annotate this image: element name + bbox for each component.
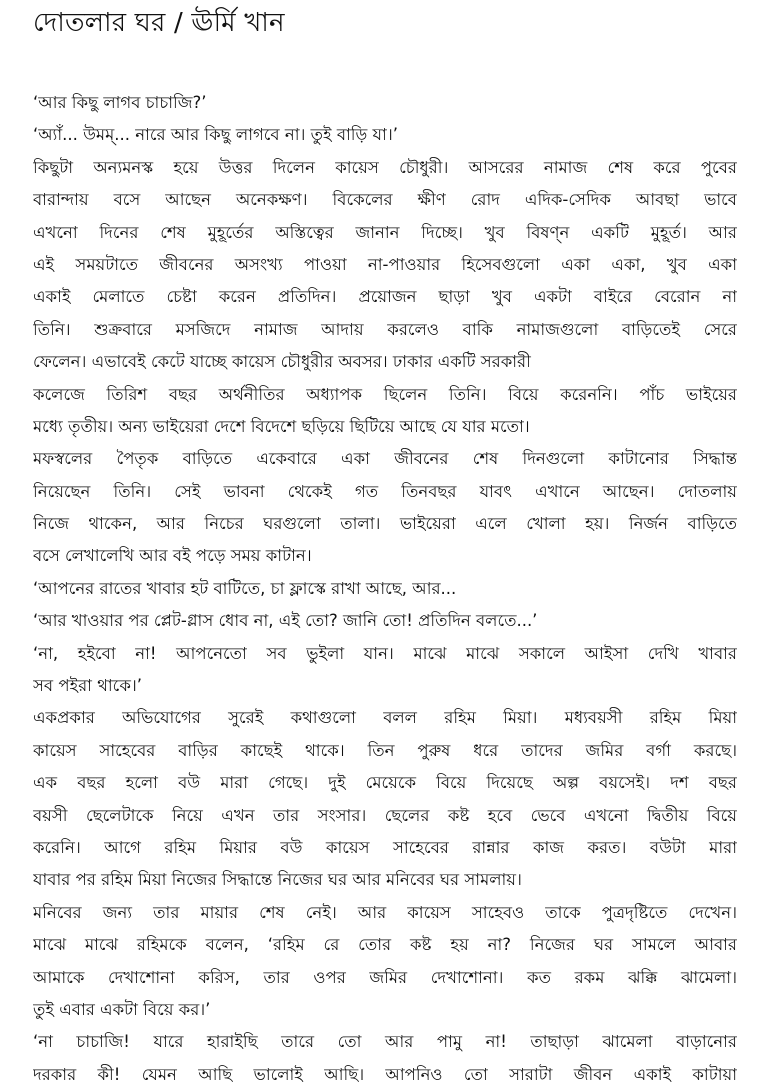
text-line: কায়েস সাহেবের বাড়ির কাছেই থাকে। তিন পুরুষ ধরে তাদের জমির বর্গা করছে। [33, 740, 737, 760]
text-line: মনিবের জন্য তার মায়ার শেষ নেই। আর কায়েস সাহেবও তাকে পুত্রদৃষ্টিতে দেখেন। [33, 902, 737, 922]
text-line: এক বছর হলো বউ মারা গেছে। দুই মেয়েকে বিয়ে দিয়েছে অল্প বয়সেই। দশ বছর [33, 773, 737, 793]
text-line: ‘না চাচাজি! যারে হারাইছি তারে তো আর পামু না! তাছাড়া ঝামেলা বাড়ানোর [33, 1032, 737, 1052]
text-line: মধ্যে তৃতীয়। অন্য ভাইয়েরা দেশে বিদেশে ছড়িয়ে ছিটিয়ে আছে যে যার মতো। [33, 416, 530, 436]
story-title: দোতলার ঘর / ঊর্মি খান [33, 8, 285, 38]
text-line: কলেজে তিরিশ বছর অর্থনীতির অধ্যাপক ছিলেন তিনি। বিয়ে করেননি। পাঁচ ভাইয়ের [33, 384, 737, 404]
text-line: নিজে থাকেন, আর নিচের ঘরগুলো তালা। ভাইয়েরা এলে খোলা হয়। নির্জন বাড়িতে [33, 514, 737, 534]
text-line: ‘না, হইবো না! আপনেতো সব ভুইলা যান। মাঝে মাঝে সকালে আইসা দেখি খাবার [33, 643, 737, 663]
text-line: মফস্বলের পৈতৃক বাড়িতে একেবারে একা জীবনের শেষ দিনগুলো কাটানোর সিদ্ধান্ত [33, 449, 737, 469]
text-line: ‘অ্যাঁ... উমম্... নারে আর কিছু লাগবে না। তুই বাড়ি যা।’ [33, 125, 398, 145]
text-line: যাবার পর রহিম মিয়া নিজের সিদ্ধান্তে নিজের ঘর আর মনিবের ঘর সামলায়। [33, 870, 522, 890]
text-line: একাই মেলাতে চেষ্টা করেন প্রতিদিন। প্রয়োজন ছাড়া খুব একটা বাইরে বেরোন না [33, 287, 737, 307]
text-line: এখনো দিনের শেষ মুহূর্তের অস্তিত্বের জানান দিচ্ছে। খুব বিষণ্ন একটি মুহূর্ত। আর [33, 222, 737, 242]
text-line: দরকার কী! যেমন আছি ভালোই আছি। আপনিও তো সারাটা জীবন একাই কাটায়া [33, 1064, 737, 1084]
story-body [33, 87, 737, 1091]
text-line: বয়সী ছেলেটাকে নিয়ে এখন তার সংসার। ছেলের কষ্ট হবে ভেবে এখনো দ্বিতীয় বিয়ে [33, 805, 737, 825]
text-line: বসে লেখালেখি আর বই পড়ে সময় কাটান। [33, 546, 312, 566]
text-line: ‘আর খাওয়ার পর প্লেট-গ্লাস ধোব না, এই তো? জানি তো! প্রতিদিন বলতে...’ [33, 611, 538, 631]
text-line: ‘আপনের রাতের খাবার হট বাটিতে, চা ফ্লাস্কে রাখা আছে, আর... [33, 578, 457, 598]
text-line: তিনি। শুক্রবারে মসজিদে নামাজ আদায় করলেও বাকি নামাজগুলো বাড়িতেই সেরে [33, 319, 737, 339]
text-line: মাঝে মাঝে রহিমকে বলেন, ‘রহিম রে তোর কষ্ট হয় না? নিজের ঘর সামলে আবার [33, 935, 737, 955]
text-line: আমাকে দেখাশোনা করিস, তার ওপর জমির দেখাশোনা। কত রকম ঝক্কি ঝামেলা। [33, 967, 737, 987]
text-line: ফেলেন। এভাবেই কেটে যাচ্ছে কায়েস চৌধুরীর অবসর। ঢাকার একটি সরকারী [33, 352, 531, 372]
text-line: বারান্দায় বসে আছেন অনেকক্ষণ। বিকেলের ক্ষীণ রোদ এদিক-সেদিক আবছা ভাবে [33, 190, 737, 210]
text-line: করেনি। আগে রহিম মিয়ার বউ কায়েস সাহেবের রান্নার কাজ করত। বউটা মারা [33, 837, 737, 857]
text-line: একপ্রকার অভিযোগের সুরেই কথাগুলো বলল রহিম মিয়া। মধ্যবয়সী রহিম মিয়া [33, 708, 737, 728]
text-line: কিছুটা অন্যমনস্ক হয়ে উত্তর দিলেন কায়েস চৌধুরী। আসরের নামাজ শেষ করে পুবের [33, 157, 737, 177]
text-line: নিয়েছেন তিনি। সেই ভাবনা থেকেই গত তিনবছর যাবৎ এখানে আছেন। দোতলায় [33, 481, 737, 501]
text-line: এই সময়টাতে জীবনের অসংখ্য পাওয়া না-পাওয়ার হিসেবগুলো একা একা, খুব একা [33, 254, 737, 274]
text-line: সব পইরা থাকে।’ [33, 676, 143, 696]
text-line: তুই এবার একটা বিয়ে কর।’ [33, 999, 211, 1019]
text-line: ‘আর কিছু লাগব চাচাজি?’ [33, 93, 207, 112]
